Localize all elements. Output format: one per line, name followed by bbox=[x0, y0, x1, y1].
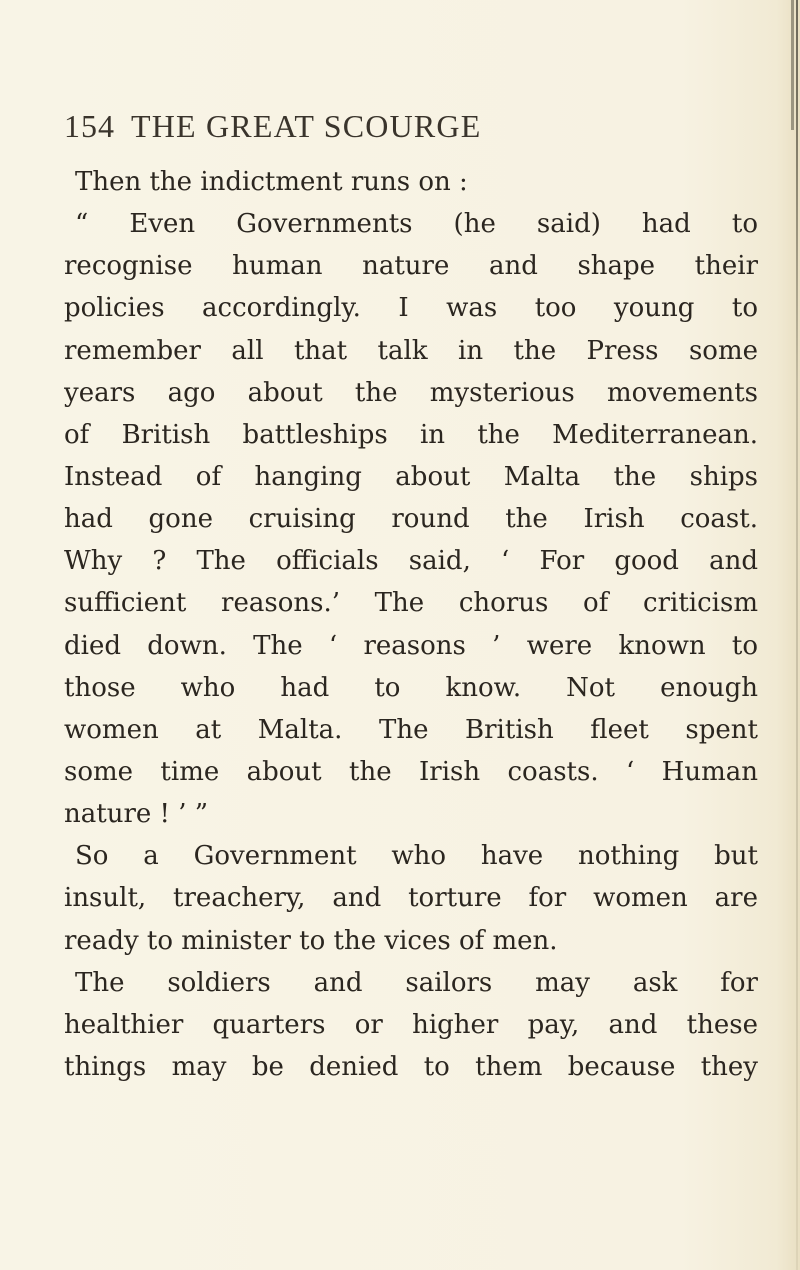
text-line: sufficient reasons.’ The chorus of criticism bbox=[64, 588, 758, 619]
page-number: 154 bbox=[64, 108, 115, 144]
text-line: ready to minister to the vices of men. bbox=[64, 925, 558, 956]
text-line: insult, treachery, and torture for women are bbox=[64, 883, 758, 914]
text-line: those who had to know. Not enough bbox=[64, 672, 758, 703]
text-line: died down. The ‘ reasons ’ were known to bbox=[64, 630, 758, 661]
text-line: years ago about the mysterious movements bbox=[64, 377, 758, 408]
page-header bbox=[64, 108, 764, 148]
text-line: Instead of hanging about Malta the ships bbox=[64, 461, 758, 492]
text-line: had gone cruising round the Irish coast. bbox=[64, 504, 758, 535]
text-line: recognise human nature and shape their bbox=[64, 251, 758, 282]
page-edge bbox=[796, 0, 798, 1270]
text-line: remember all that talk in the Press some bbox=[64, 335, 758, 366]
text-line: of British battleships in the Mediterranean. bbox=[64, 419, 758, 450]
body-text bbox=[64, 161, 758, 1088]
running-head: THE GREAT SCOURGE bbox=[131, 108, 482, 144]
text-line: things may be denied to them because they bbox=[64, 1051, 758, 1082]
text-line: The soldiers and sailors may ask for bbox=[75, 967, 758, 998]
text-line: healthier quarters or higher pay, and these bbox=[64, 1009, 758, 1040]
text-line: policies accordingly. I was too young to bbox=[64, 293, 758, 324]
text-line: women at Malta. The British fleet spent bbox=[64, 714, 758, 745]
text-line: So a Government who have nothing but bbox=[75, 841, 758, 872]
text-line: Why ? The officials said, ‘ For good and bbox=[64, 546, 758, 577]
text-line: nature ! ’ ” bbox=[64, 799, 209, 830]
text-line: “ Even Governments (he said) had to bbox=[75, 209, 758, 240]
page-edge-shadow bbox=[791, 0, 794, 130]
text-line: Then the indictment runs on : bbox=[75, 167, 468, 197]
text-line: some time about the Irish coasts. ‘ Human bbox=[64, 756, 758, 787]
